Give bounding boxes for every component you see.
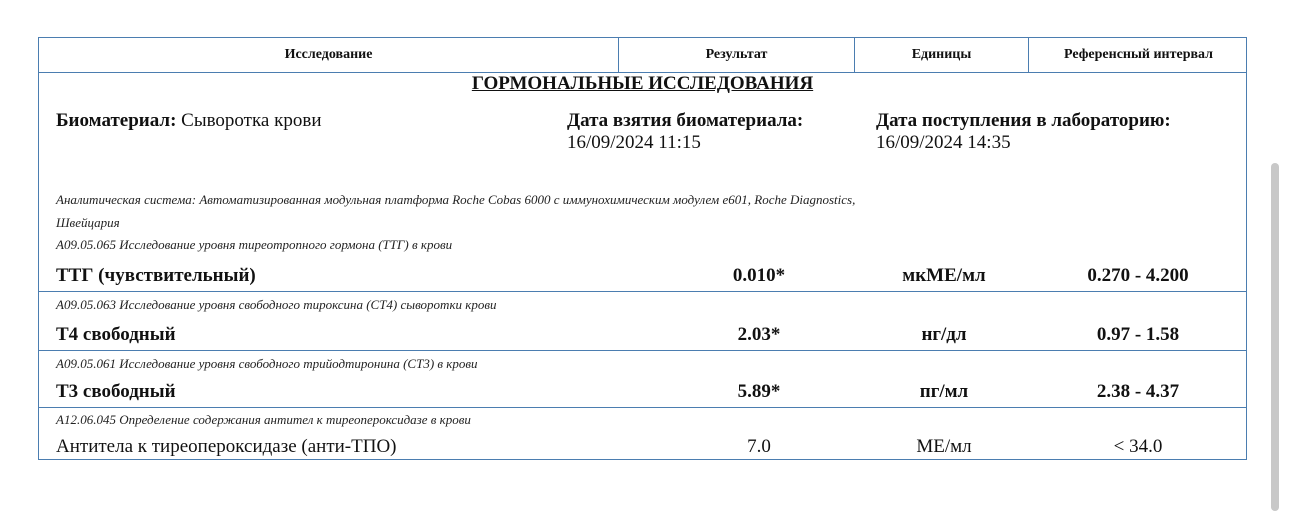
test-result: 7.0 (747, 436, 771, 457)
arrival-date-label: Дата поступления в лабораторию: (876, 110, 1171, 131)
test-name: Т4 свободный (56, 324, 176, 345)
test-name: Т3 свободный (56, 381, 176, 402)
biomaterial (56, 110, 322, 132)
biomaterial-value: Сыворотка крови (181, 110, 322, 131)
arrival-date-value: 16/09/2024 14:35 (876, 132, 1011, 153)
section-title-text: ГОРМОНАЛЬНЫЕ ИССЛЕДОВАНИЯ (471, 73, 814, 94)
test-name: Антитела к тиреопероксидазе (анти-ТПО) (56, 436, 397, 457)
test-result: 5.89* (737, 381, 781, 402)
test-reference: < 34.0 (1113, 436, 1163, 457)
arrival-date (876, 110, 1171, 154)
header-units: Единицы (855, 38, 1029, 72)
lab-report-table (38, 37, 1247, 460)
test-code: A12.06.045 Определение содержания антител к тиреопероксидазе в крови (56, 412, 471, 427)
row-divider (39, 350, 1246, 351)
test-unit: МЕ/мл (916, 436, 972, 457)
vertical-scrollbar[interactable] (1271, 163, 1279, 511)
test-reference: 0.97 - 1.58 (1096, 324, 1180, 345)
test-result: 0.010* (732, 265, 786, 286)
collection-date (567, 110, 803, 154)
row-divider (39, 407, 1246, 408)
table-header (39, 38, 1246, 73)
section-title (39, 73, 1246, 95)
test-unit: пг/мл (919, 381, 969, 402)
test-code: A09.05.065 Исследование уровня тиреотропного гормона (ТТГ) в крови (56, 237, 453, 252)
test-result: 2.03* (737, 324, 781, 345)
test-unit: мкМЕ/мл (902, 265, 986, 286)
test-name: ТТГ (чувствительный) (56, 265, 256, 286)
header-result: Результат (619, 38, 855, 72)
test-code: A09.05.063 Исследование уровня свободного тироксина (СТ4) сыворотки крови (56, 297, 497, 312)
test-code: A09.05.061 Исследование уровня свободного трийодтиронина (СТ3) в крови (56, 356, 478, 371)
analytic-system-line2: Швейцария (56, 215, 120, 230)
collection-date-label: Дата взятия биоматериала: (567, 110, 804, 131)
header-study: Исследование (39, 38, 619, 72)
biomaterial-label: Биоматериал: (56, 110, 177, 131)
test-reference: 2.38 - 4.37 (1096, 381, 1180, 402)
header-reference: Референсный интервал (1063, 47, 1214, 62)
test-reference: 0.270 - 4.200 (1087, 265, 1189, 286)
row-divider (39, 291, 1246, 292)
test-unit: нг/дл (921, 324, 967, 345)
collection-date-value: 16/09/2024 11:15 (567, 132, 701, 153)
analytic-system-line1: Аналитическая система: Автоматизированная модульная платформа Roche Cobas 6000 с иммунохимическим модулем e601, Roche Diagnostics, (56, 192, 856, 207)
